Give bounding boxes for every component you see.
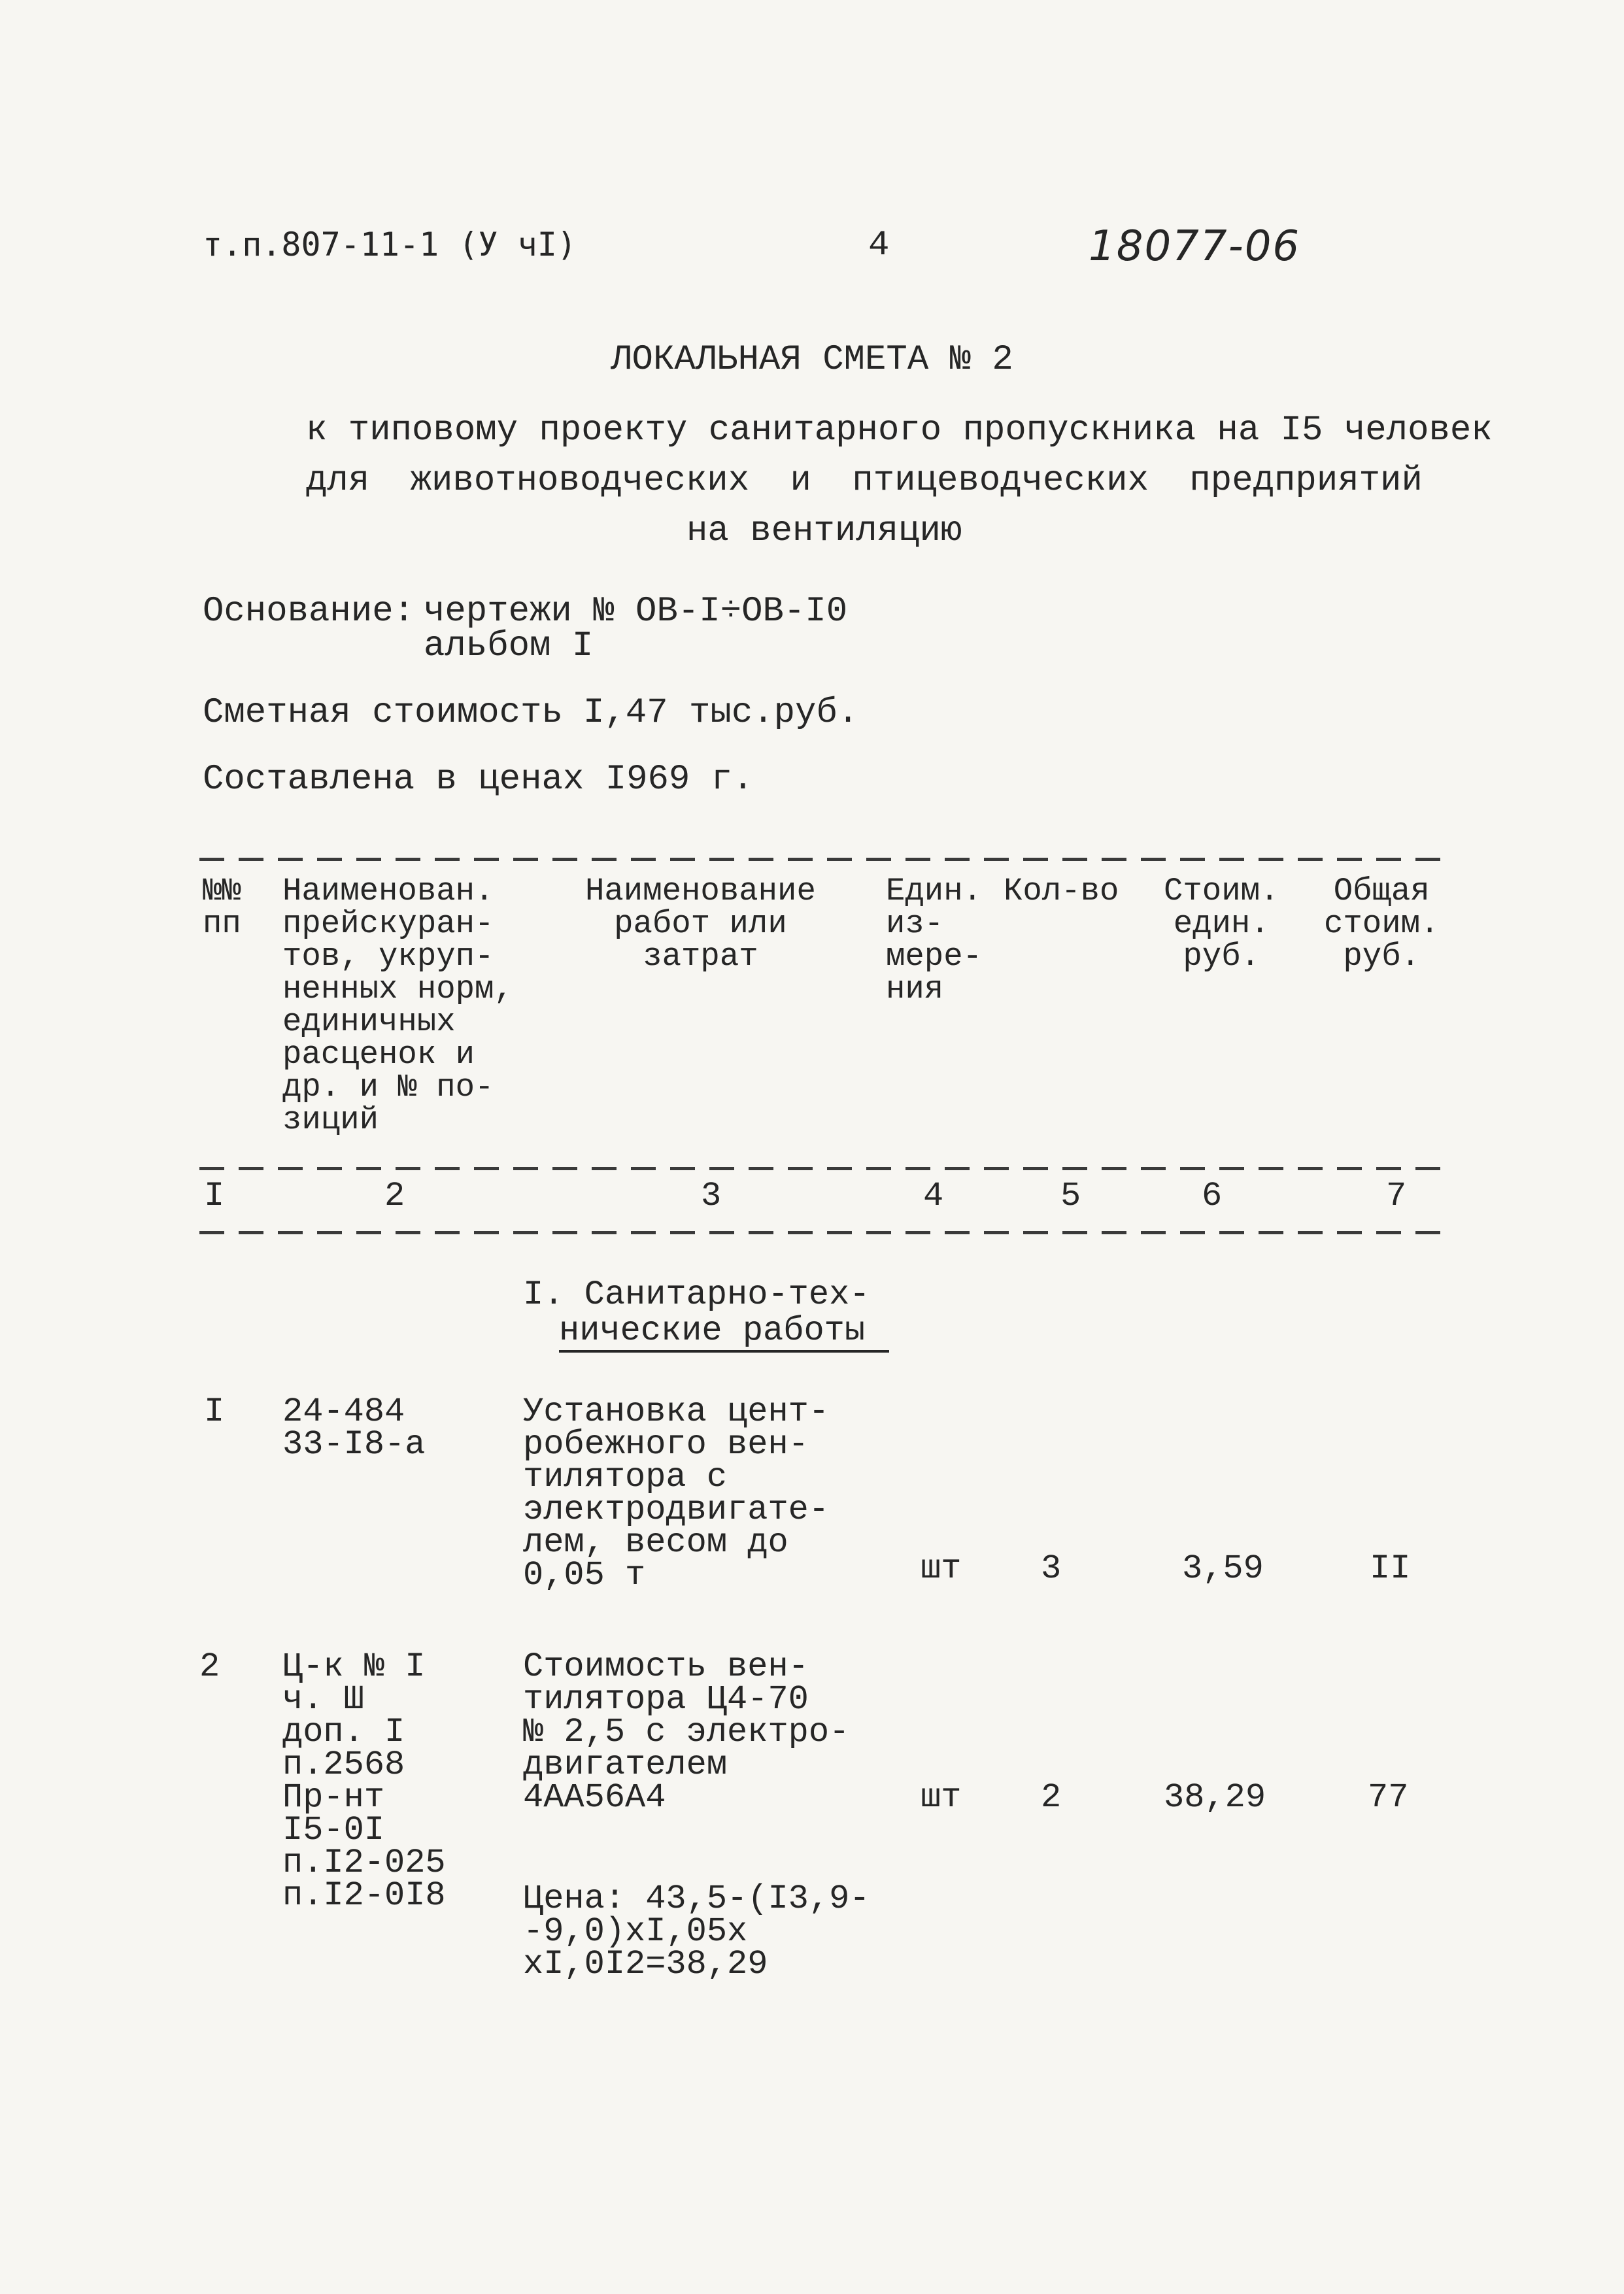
row-1-quantity: 3 — [1041, 1549, 1062, 1588]
column-header-quantity: Кол-во — [1004, 873, 1119, 909]
row-2-description: Стоимость вен- тилятора Ц4-70 № 2,5 с электро- двигателем 4АА56А4 — [523, 1647, 850, 1817]
row-2-price-note: Цена: 43,5-(I3,9- -9,0)xI,05x xI,0I2=38,29 — [523, 1880, 870, 1983]
basis-value-line-2: альбом I — [424, 626, 594, 666]
column-header-number: №№ пп — [203, 873, 241, 942]
section-title-underline — [559, 1350, 889, 1353]
column-number-4: 4 — [923, 1177, 944, 1215]
basis-value-line-1: чертежи № ОВ-I÷ОВ-I0 — [424, 592, 848, 632]
column-number-3: 3 — [701, 1177, 722, 1215]
estimated-cost-label: Сметная стоимость — [203, 693, 563, 733]
subtitle-line-1: к типовому проекту санитарного пропускника на I5 человек — [306, 411, 1493, 450]
column-header-unit-cost: Стоим. един. руб. — [1164, 873, 1279, 975]
table-top-rule — [199, 858, 1445, 861]
row-2-unit: шт — [921, 1778, 962, 1817]
row-2-quantity: 2 — [1041, 1778, 1062, 1817]
row-2-unit-price: 38,29 — [1164, 1778, 1266, 1817]
column-number-5: 5 — [1060, 1177, 1081, 1215]
estimated-cost-value: I,47 тыс.руб. — [583, 693, 859, 733]
section-title-line-2: нические работы — [559, 1311, 866, 1350]
row-1-total: II — [1370, 1549, 1411, 1588]
column-number-bottom-rule — [199, 1231, 1445, 1234]
price-basis: Составлена в ценах I969 г. — [203, 760, 754, 800]
document-number: 18077-06 — [1089, 222, 1301, 271]
row-2-reference: Ц-к № I ч. Ш доп. I п.2568 Пр-нт I5-0I п.I2-025 п.I2-0I8 — [282, 1647, 446, 1915]
row-2-number: 2 — [199, 1647, 220, 1686]
subtitle-line-2: для животноводческих и птицеводческих предприятий — [306, 461, 1423, 501]
row-1-reference: 24-484 33-I8-a — [282, 1392, 426, 1464]
row-1-unit-price: 3,59 — [1182, 1549, 1264, 1588]
section-title-line-1: I. Санитарно-тех- — [523, 1275, 870, 1314]
basis-label: Основание: — [203, 592, 415, 632]
subtitle-line-3: на вентиляцию — [686, 511, 962, 551]
document-title: ЛОКАЛЬНАЯ СМЕТА № 2 — [611, 340, 1013, 380]
row-1-number: I — [204, 1392, 225, 1431]
column-header-unit: Един. из- мере- ния — [886, 873, 983, 1007]
column-header-work: Наименование работ или затрат — [585, 873, 816, 975]
column-number-2: 2 — [384, 1177, 405, 1215]
column-number-6: 6 — [1202, 1177, 1223, 1215]
column-number-7: 7 — [1386, 1177, 1407, 1215]
page-number: 4 — [868, 226, 890, 265]
document-code: т.п.807-11-1 (У чI) — [203, 226, 577, 263]
row-1-unit: шт — [921, 1549, 962, 1588]
row-2-total: 77 — [1368, 1778, 1409, 1817]
column-number-1: I — [204, 1177, 225, 1215]
row-1-description: Установка цент- робежного вен- тилятора с электродвигате- лем, весом до 0,05 т — [523, 1392, 830, 1594]
header-bottom-rule — [199, 1167, 1445, 1170]
column-header-total-cost: Общая стоим. руб. — [1324, 873, 1440, 975]
column-header-reference: Наименован. прейскуран- тов, укруп- ненных норм, единичных расценок и др. и № по- зиций — [282, 873, 513, 1138]
